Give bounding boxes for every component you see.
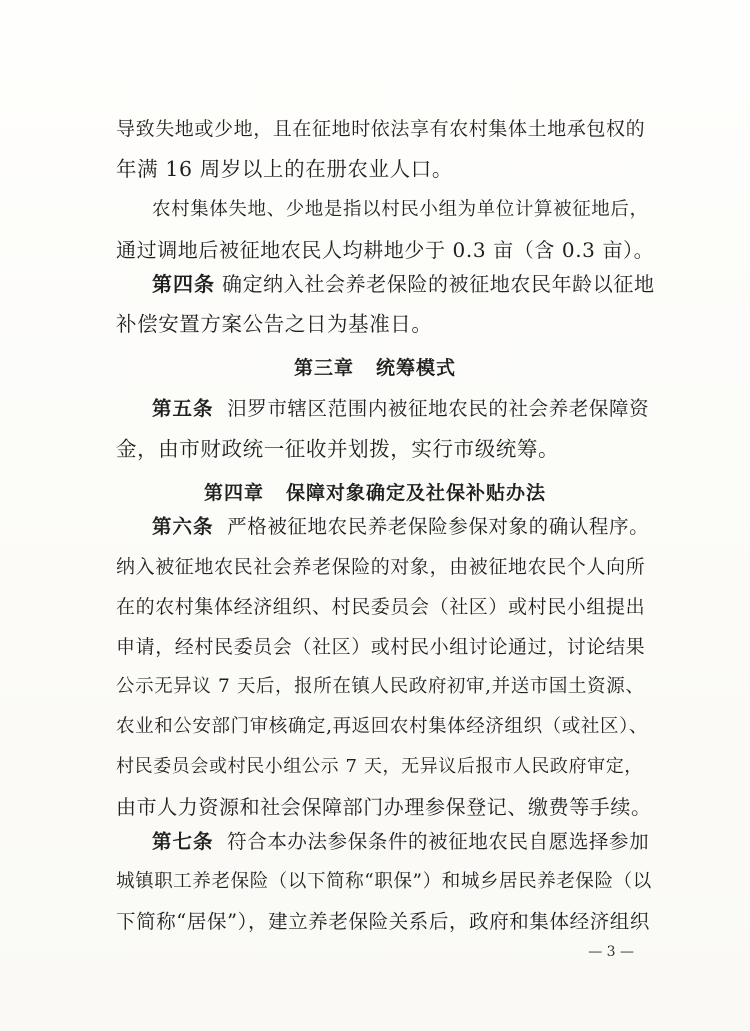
article-label: 第五条	[152, 397, 214, 420]
article-7-line: 第七条 符合本办法参保条件的被征地农民自愿选择参加	[152, 830, 650, 853]
paragraph-line: 年满 16 周岁以上的在册农业人口。	[116, 157, 453, 181]
article-4-line: 第四条 确定纳入社会养老保险的被征地农民年龄以征地	[152, 272, 655, 296]
article-label: 第六条	[152, 515, 214, 538]
paragraph-line: 公示无异议 7 天后，报所在镇人民政府初审,并送市国土资源、	[116, 676, 645, 697]
paragraph-line: 在的农村集体经济组织、村民委员会（社区）或村民小组提出	[116, 596, 646, 618]
paragraph-line: 村民委员会或村民小组公示 7 天，无异议后报市人民政府审定，	[116, 756, 643, 777]
paragraph-line: 农业和公安部门审核确定,再返回农村集体经济组织（或社区）、	[116, 716, 649, 737]
paragraph-line: 申请，经村民委员会（社区）或村民小组讨论通过，讨论结果	[116, 636, 646, 658]
page-number: — 3 —	[588, 944, 634, 960]
paragraph-line: 金，由市财政统一征收并划拨，实行市级统筹。	[116, 437, 560, 461]
article-label: 第四条	[152, 272, 215, 296]
paragraph-line: 农村集体失地、少地是指以村民小组为单位计算被征地后，	[152, 199, 649, 220]
chapter-3-heading: 第三章 统筹模式	[293, 357, 457, 379]
paragraph-line: 导致失地或少地，且在征地时依法享有农村集体土地承包权的	[116, 118, 646, 140]
article-5-line: 第五条 汨罗市辖区范围内被征地农民的社会养老保障资	[152, 397, 650, 420]
paragraph-line: 城镇职工养老保险（以下简称“职保”）和城乡居民养老保险（以	[116, 871, 652, 892]
paragraph-line: 通过调地后被征地农民人均耕地少于 0.3 亩（含 0.3 亩）。	[116, 238, 655, 262]
paragraph-line: 下简称“居保”），建立养老保险关系后，政府和集体经济组织	[116, 910, 650, 933]
paragraph-line: 由市人力资源和社会保障部门办理参保登记、缴费等手续。	[116, 795, 652, 819]
article-6-line: 第六条 严格被征地农民养老保险参保对象的确认程序。	[152, 515, 650, 538]
article-label: 第七条	[152, 830, 214, 853]
paragraph-line: 纳入被征地农民社会养老保险的对象，由被征地农民个人向所	[116, 556, 646, 578]
paragraph-line: 补偿安置方案公告之日为基准日。	[116, 312, 433, 336]
chapter-4-heading: 第四章 保障对象确定及社保补贴办法	[203, 482, 547, 504]
